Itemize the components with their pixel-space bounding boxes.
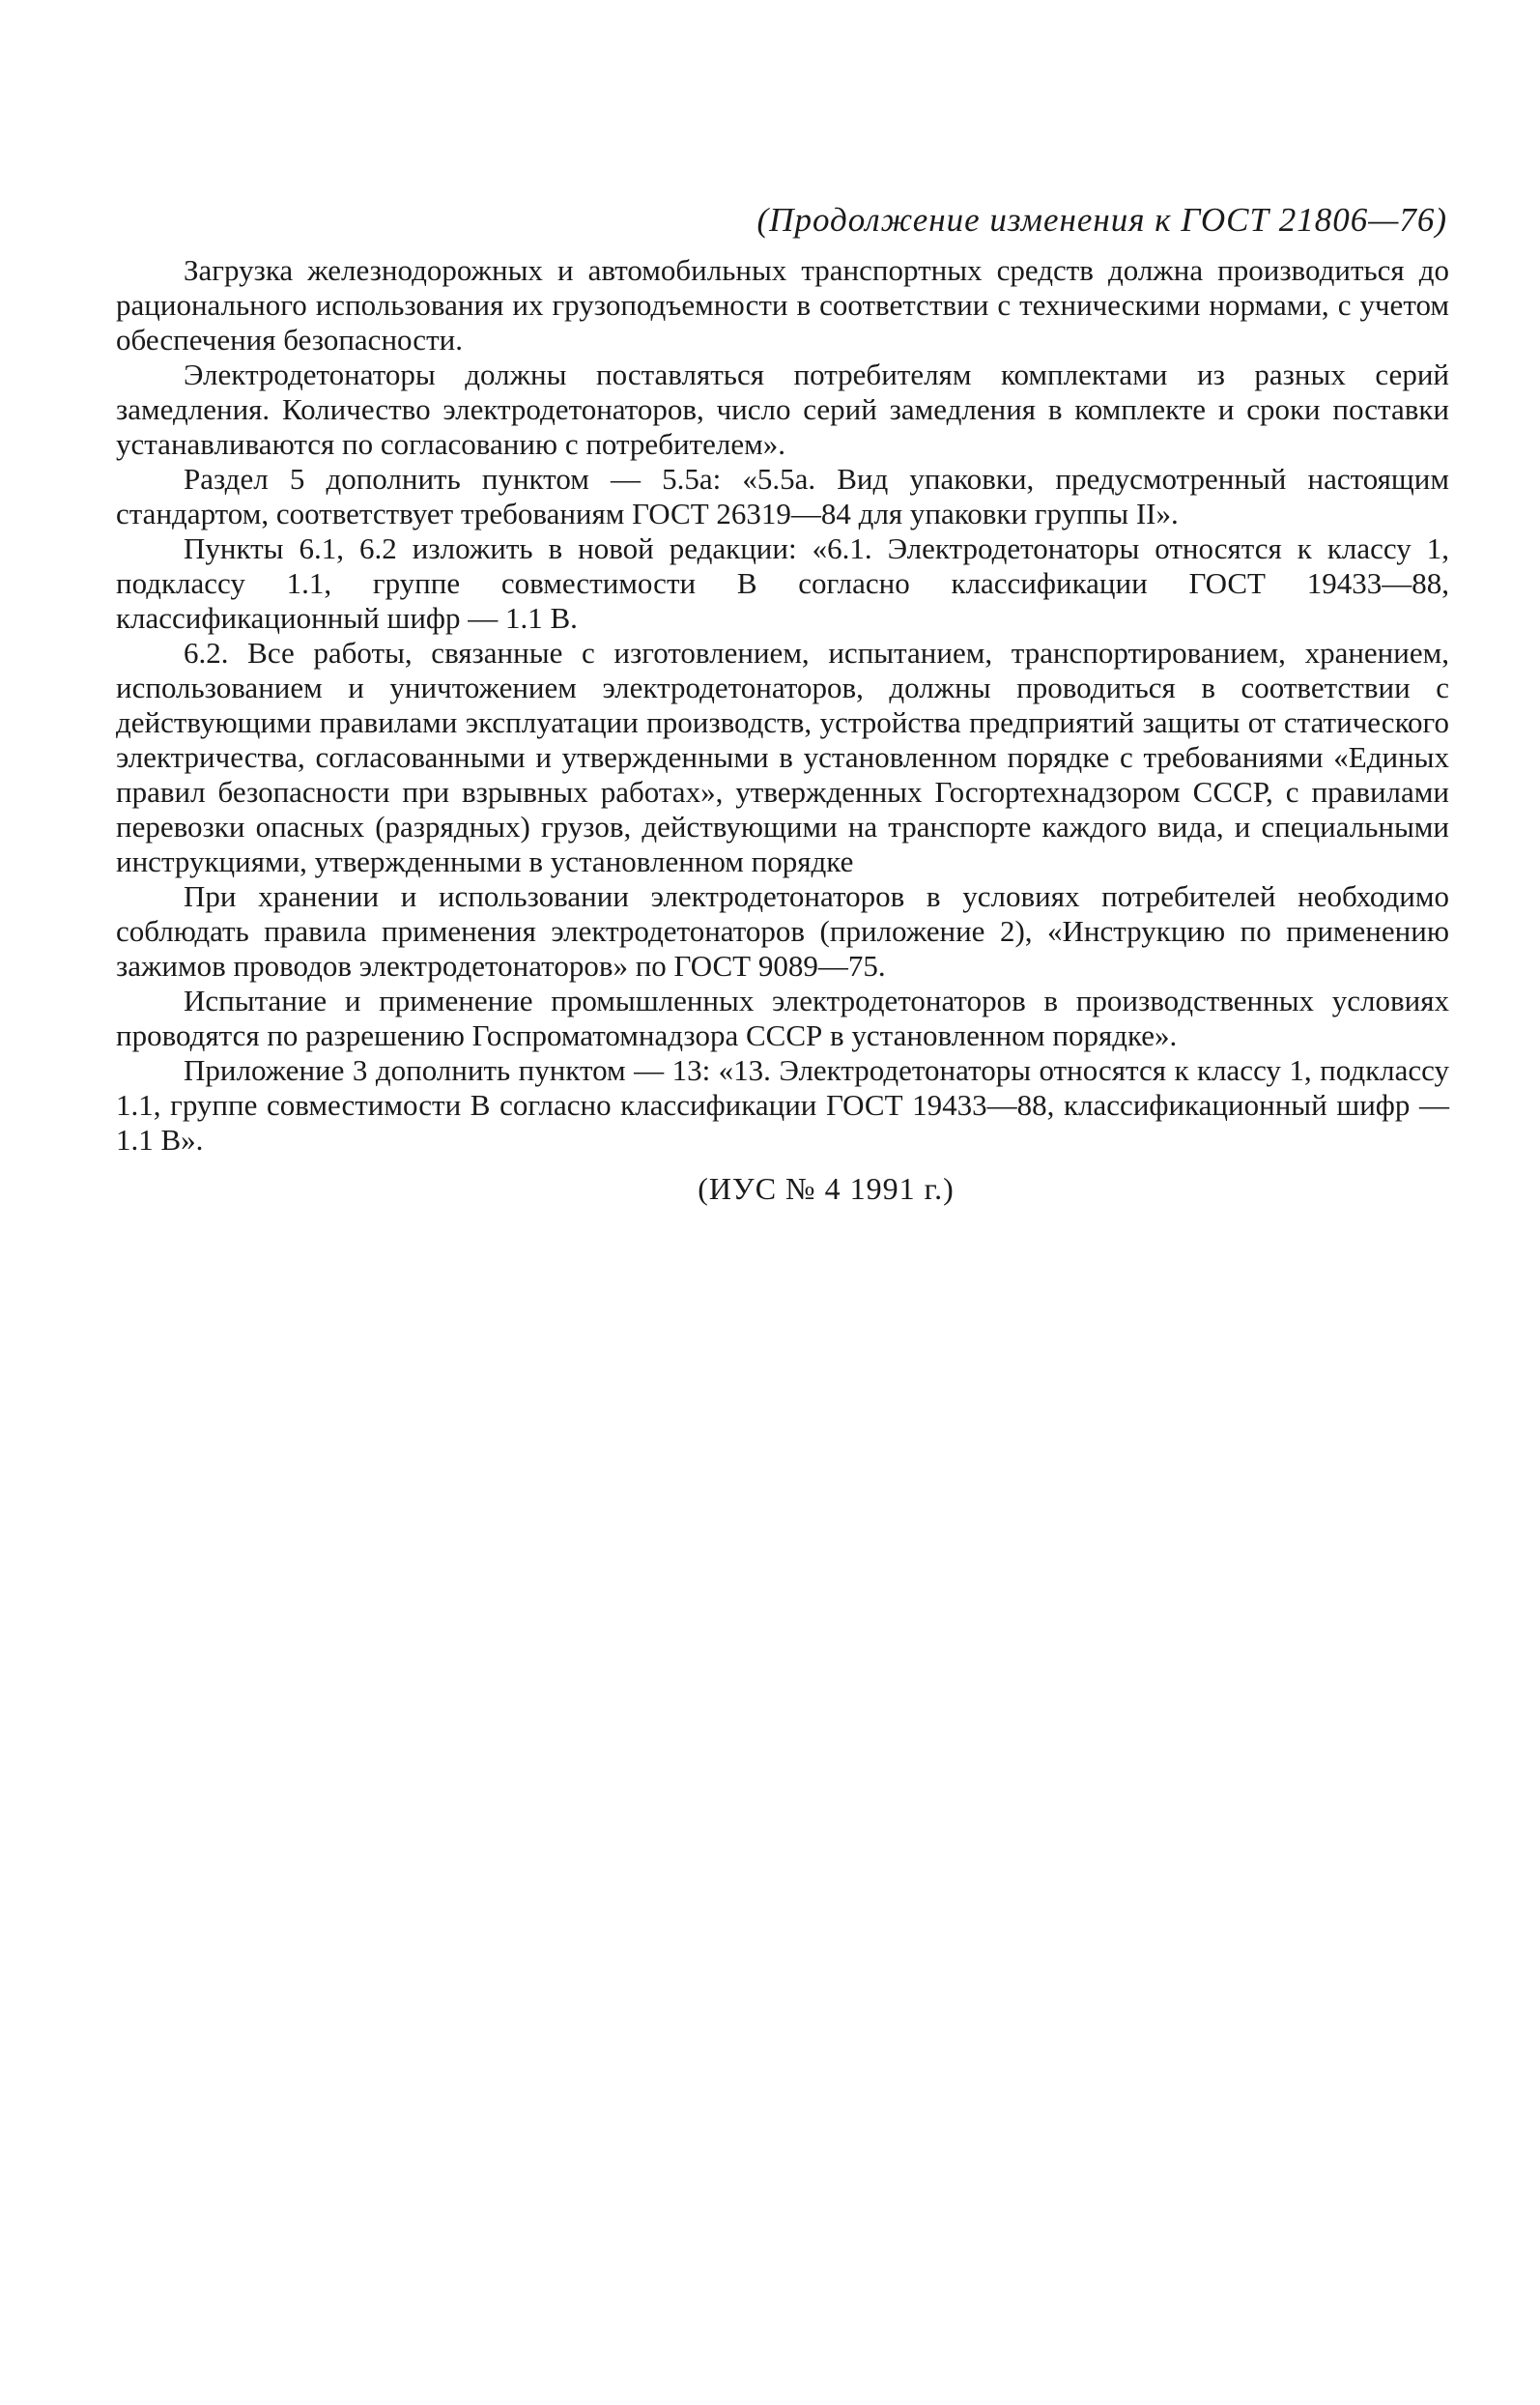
paragraph-item-6-2: 6.2. Все работы, связанные с изготовлением, испытанием, транспортированием, хранением, использованием и уничтожением электродетонаторов, должны проводиться в соответствии с действующими правилами эксплуатации производств, устройства предприятий защиты от статического электричества, согласованными и утвержденными в установленном порядке с требованиями «Единых правил безопасности при взрывных работах», утвержденных Госгортехнадзором СССР, с правилами перевозки опасных (разрядных) грузов, действующими на транспорте каждого вида, и специальными инструкциями, утвержденными в установленном порядке <box>116 636 1449 878</box>
paragraph-section-5: Раздел 5 дополнить пунктом — 5.5а: «5.5а. Вид упаковки, предусмотренный настоящим стандартом, соответствует требованиям ГОСТ 26319—84 для упаковки группы II». <box>116 462 1449 530</box>
paragraph-storage: При хранении и использовании электродетонаторов в условиях потребителей необходимо соблюдать правила применения электродетонаторов (приложение 2), «Инструкцию по применению зажимов проводов электродетонаторов» по ГОСТ 9089—75. <box>116 879 1449 983</box>
paragraph-item-6-1: Пункты 6.1, 6.2 изложить в новой редакции: «6.1. Электродетонаторы относятся к классу 1, подклассу 1.1, группе совместимости В согласно классификации ГОСТ 19433—88, классификационный шифр — 1.1 В. <box>116 531 1449 635</box>
document-body <box>116 253 1449 1206</box>
paragraph-appendix-3: Приложение 3 дополнить пунктом — 13: «13. Электродетонаторы относятся к классу 1, подклассу 1.1, группе совместимости В согласно классификации ГОСТ 19433—88, классификационный шифр — 1.1 В». <box>116 1053 1449 1157</box>
source-citation: (ИУС № 4 1991 г.) <box>698 1171 955 1206</box>
paragraph-testing: Испытание и применение промышленных электродетонаторов в производственных условиях проводятся по разрешению Госпроматомнадзора СССР в установленном порядке». <box>116 984 1449 1052</box>
paragraph-loading: Загрузка железнодорожных и автомобильных транспортных средств должна производиться до рационального использования их грузоподъемности в соответствии с техническими нормами, с учетом обеспечения безопасности. <box>116 253 1449 357</box>
page-header: (Продолжение изменения к ГОСТ 21806—76) <box>756 201 1447 239</box>
paragraph-supply: Электродетонаторы должны поставляться потребителям комплектами из разных серий замедления. Количество электродетонаторов, число серий замедления в комплекте и сроки поставки устанавливаются по согласованию с потребителем». <box>116 358 1449 461</box>
